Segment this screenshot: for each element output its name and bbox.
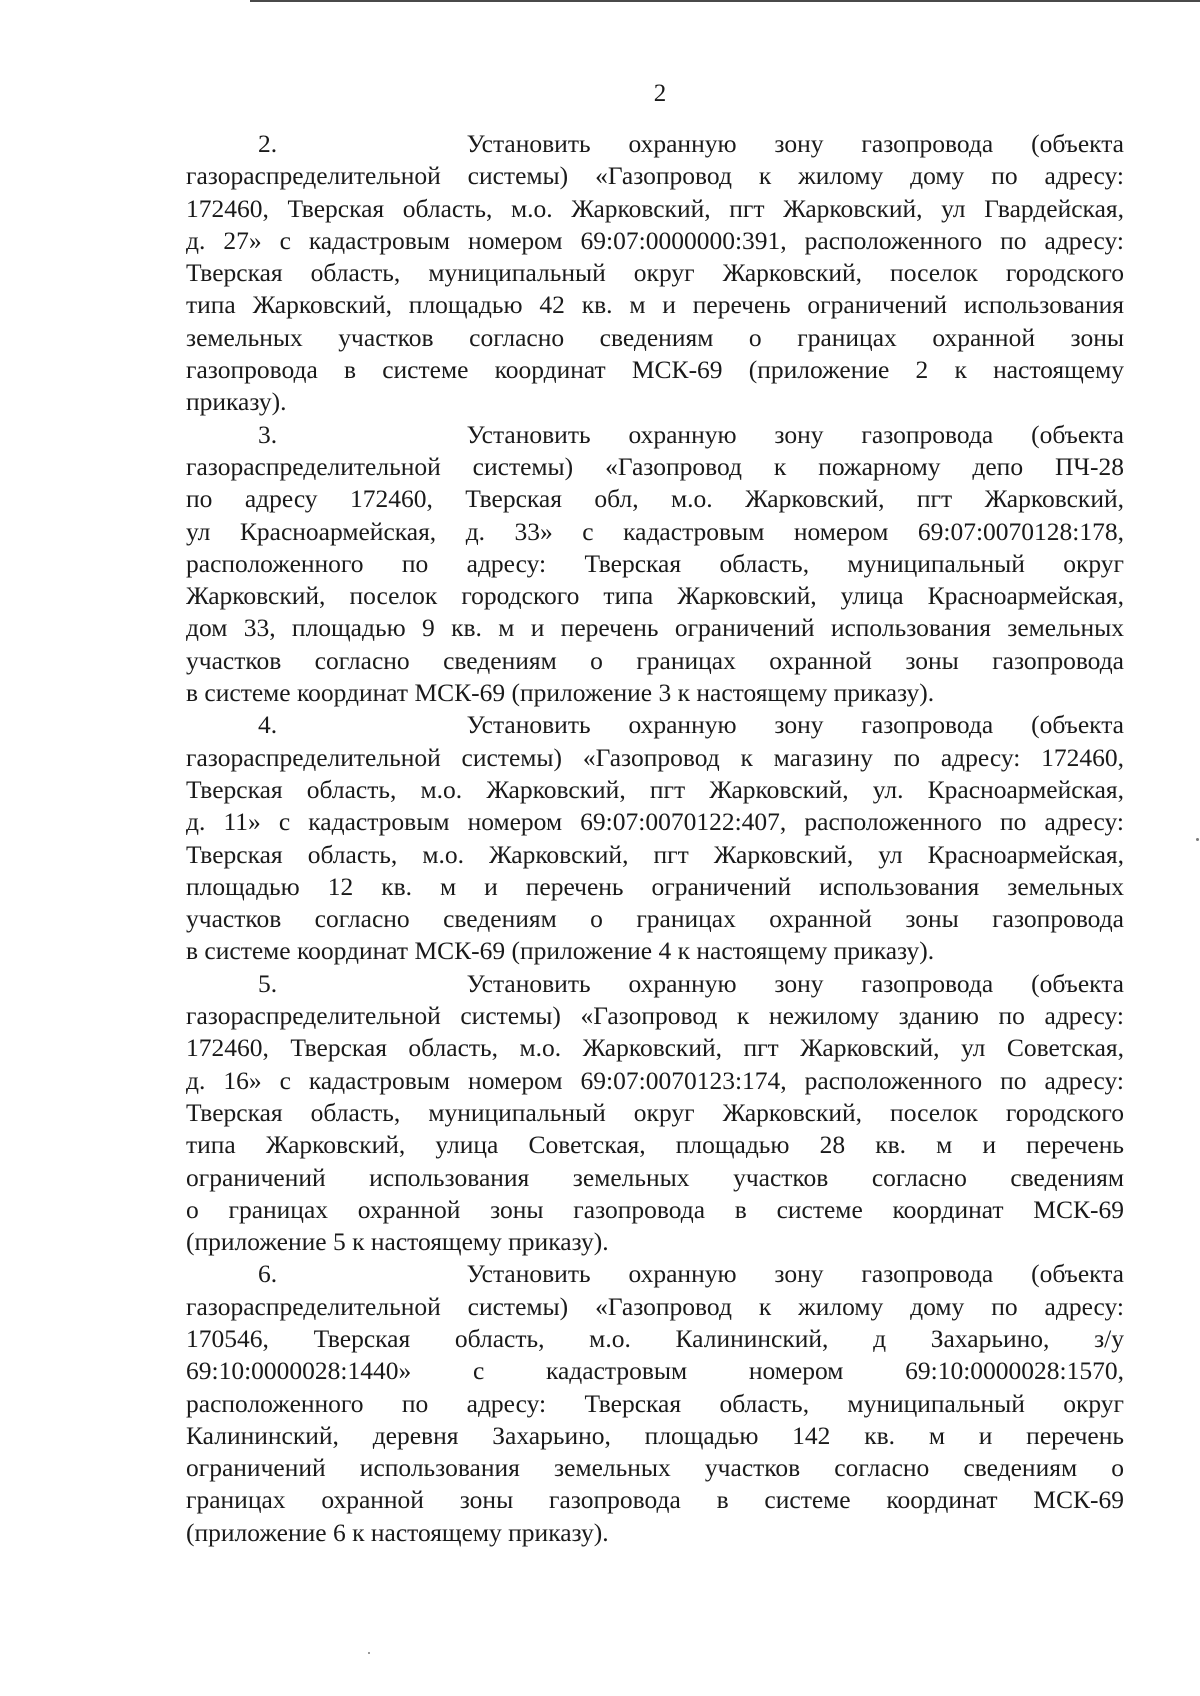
clause-line: ул Красноармейская, д. 33» с кадастровым номером 69:07:0070128:178, xyxy=(186,516,1124,546)
clause-line: д. 11» с кадастровым номером 69:07:0070122:407, расположенного по адресу: xyxy=(186,807,1124,837)
clause-line: 170546, Тверская область, м.о. Калининский, д Захарьино, з/у xyxy=(186,1323,1124,1353)
clause-line: ограничений использования земельных участков согласно сведениям xyxy=(186,1162,1124,1192)
document-body xyxy=(186,128,1124,1549)
clause-2 xyxy=(186,128,1124,419)
clause-number: 6. xyxy=(258,1259,278,1289)
clause-number: 5. xyxy=(258,968,278,998)
clause-4 xyxy=(186,709,1124,967)
clause-line: приказу). xyxy=(186,387,287,417)
clause-line: газопровода в системе координат МСК-69 (приложение 2 к настоящему xyxy=(186,355,1124,385)
clause-line: газораспределительной системы) «Газопровод к жилому дому по адресу: xyxy=(186,161,1124,191)
clause-line: газораспределительной системы) «Газопровод к пожарному депо ПЧ-28 xyxy=(186,451,1124,481)
clause-line: Установить охранную зону газопровода (объекта xyxy=(466,710,1124,740)
clause-line: по адресу 172460, Тверская обл, м.о. Жарковский, пгт Жарковский, xyxy=(186,484,1124,514)
clause-line: ограничений использования земельных участков согласно сведениям о xyxy=(186,1453,1124,1483)
clause-line: типа Жарковский, улица Советская, площадью 28 кв. м и перечень xyxy=(186,1130,1124,1160)
page-number: 2 xyxy=(653,80,667,107)
clause-line: Установить охранную зону газопровода (объекта xyxy=(466,968,1124,998)
clause-line: земельных участков согласно сведениям о границах охранной зоны xyxy=(186,322,1124,352)
clause-line: газораспределительной системы) «Газопровод к магазину по адресу: 172460, xyxy=(186,742,1124,772)
clause-line: Установить охранную зону газопровода (объекта xyxy=(466,1259,1124,1289)
clause-line: в системе координат МСК-69 (приложение 3 к настоящему приказу). xyxy=(186,678,935,708)
clause-line: д. 16» с кадастровым номером 69:07:0070123:174, расположенного по адресу: xyxy=(186,1065,1124,1095)
clause-line: Установить охранную зону газопровода (объекта xyxy=(466,419,1124,449)
clause-number: 3. xyxy=(258,419,278,449)
scan-speck xyxy=(368,1652,370,1654)
clause-line: д. 27» с кадастровым номером 69:07:0000000:391, расположенного по адресу: xyxy=(186,225,1124,255)
clause-line: дом 33, площадью 9 кв. м и перечень ограничений использования земельных xyxy=(186,613,1124,643)
clause-number: 2. xyxy=(258,129,278,158)
clause-line: площадью 12 кв. м и перечень ограничений использования земельных xyxy=(186,871,1124,901)
clause-5 xyxy=(186,968,1124,1259)
clause-line: о границах охранной зоны газопровода в системе координат МСК-69 xyxy=(186,1194,1124,1224)
clause-line: (приложение 5 к настоящему приказу). xyxy=(186,1227,609,1257)
clause-line: (приложение 6 к настоящему приказу). xyxy=(186,1517,609,1547)
clause-line: Калининский, деревня Захарьино, площадью 142 кв. м и перечень xyxy=(186,1420,1124,1450)
clause-line: Тверская область, м.о. Жарковский, пгт Жарковский, ул. Красноармейская, xyxy=(186,774,1124,804)
clause-line: расположенного по адресу: Тверская область, муниципальный округ xyxy=(186,1388,1124,1418)
clause-line: Установить охранную зону газопровода (объекта xyxy=(466,129,1124,158)
clause-line: Тверская область, муниципальный округ Жарковский, поселок городского xyxy=(186,258,1124,288)
clause-line: газораспределительной системы) «Газопровод к жилому дому по адресу: xyxy=(186,1291,1124,1321)
clause-line: 69:10:0000028:1440» с кадастровым номером 69:10:0000028:1570, xyxy=(186,1356,1124,1386)
scan-speck xyxy=(1196,838,1199,841)
clause-line: 172460, Тверская область, м.о. Жарковский, пгт Жарковский, ул Советская, xyxy=(186,1033,1124,1063)
clause-number: 4. xyxy=(258,710,278,740)
top-scan-edge xyxy=(250,0,1200,2)
clause-6 xyxy=(186,1258,1124,1549)
clause-3 xyxy=(186,419,1124,710)
clause-line: расположенного по адресу: Тверская область, муниципальный округ xyxy=(186,548,1124,578)
clause-line: газораспределительной системы) «Газопровод к нежилому зданию по адресу: xyxy=(186,1001,1124,1031)
clause-line: Жарковский, поселок городского типа Жарковский, улица Красноармейская, xyxy=(186,581,1124,611)
clause-line: Тверская область, м.о. Жарковский, пгт Жарковский, ул Красноармейская, xyxy=(186,839,1124,869)
clause-line: участков согласно сведениям о границах охранной зоны газопровода xyxy=(186,645,1124,675)
clause-line: 172460, Тверская область, м.о. Жарковский, пгт Жарковский, ул Гвардейская, xyxy=(186,193,1124,223)
clause-line: Тверская область, муниципальный округ Жарковский, поселок городского xyxy=(186,1097,1124,1127)
clause-line: в системе координат МСК-69 (приложение 4 к настоящему приказу). xyxy=(186,936,935,966)
clause-line: участков согласно сведениям о границах охранной зоны газопровода xyxy=(186,904,1124,934)
clause-line: границах охранной зоны газопровода в системе координат МСК-69 xyxy=(186,1485,1124,1515)
clause-line: типа Жарковский, площадью 42 кв. м и перечень ограничений использования xyxy=(186,290,1124,320)
